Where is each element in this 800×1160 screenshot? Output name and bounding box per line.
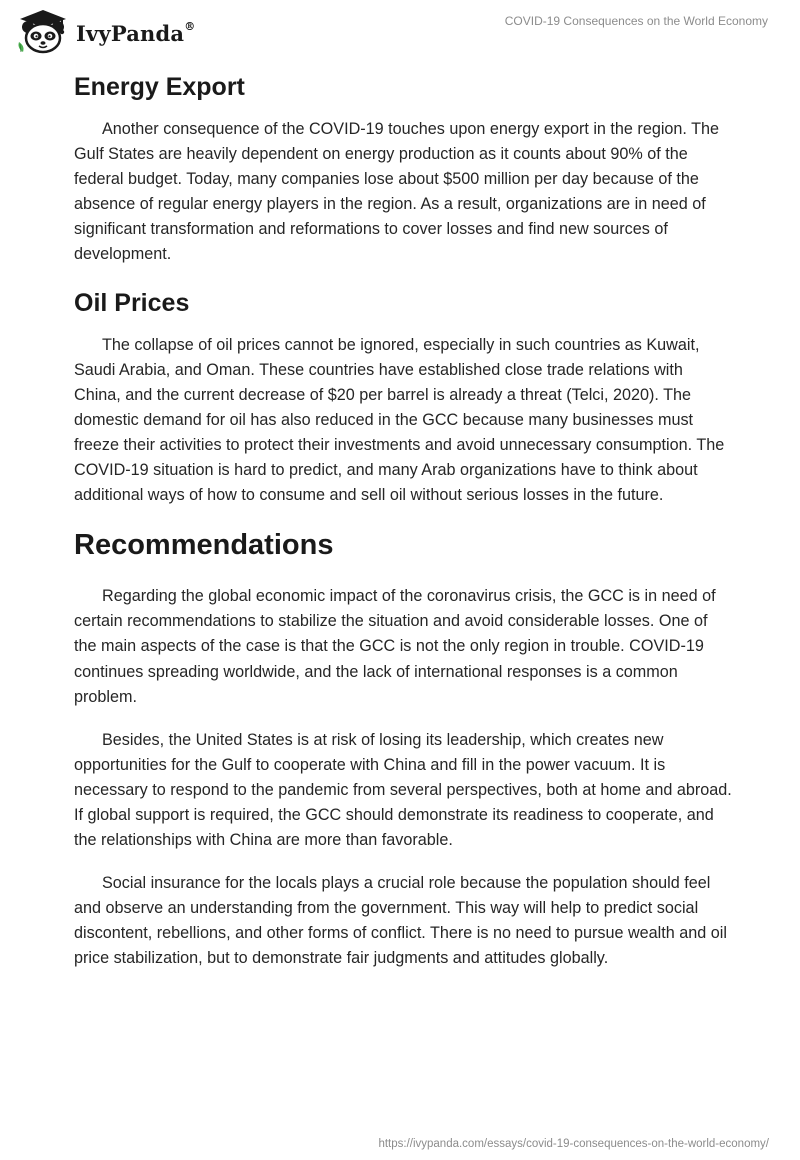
section-heading-energy-export: Energy Export <box>74 73 245 101</box>
section-heading-oil-prices: Oil Prices <box>74 288 190 317</box>
paragraph: Regarding the global economic impact of the coronavirus crisis, the GCC is in need of certain recommendations to stabilize the situation and avoid considerable losses. One of the main aspects of the case is that the GCC is not the only region in trouble. COVID-19 continues spreading worldwide, and the lack of international responses is a common problem. <box>74 587 716 706</box>
paragraph: Besides, the United States is at risk of losing its leadership, which creates new opportunities for the Gulf to cooperate with China and fill in the power vacuum. It is necessary to respond to the pandemic from several perspectives, both at home and abroad. If global support is required, the GCC should demonstrate its readiness to cooperate, and the relationships with China are more than favorable. <box>74 730 732 850</box>
source-url-link[interactable]: https://ivypanda.com/essays/covid-19-consequences-on-the-world-economy/ <box>378 1138 769 1150</box>
panda-graduate-icon <box>16 8 70 54</box>
section-heading-recommendations: Recommendations <box>74 529 334 562</box>
document-title: COVID-19 Consequences on the World Economy <box>504 14 768 28</box>
paragraph: Social insurance for the locals plays a crucial role because the population should feel and observe an understanding from the government. This way will help to predict social discontent, rebellions, and other forms of conflict. There is no need to pursue wealth and oil price stabilization, but to demonstrate fair judgments and attitudes globally. <box>74 874 727 968</box>
page-header <box>0 0 800 60</box>
ivypanda-logo[interactable] <box>16 8 195 54</box>
logo-text: IvyPanda® <box>76 19 196 46</box>
paragraph: Another consequence of the COVID-19 touches upon energy export in the region. The Gulf States are heavily dependent on energy production as it counts about 90% of the federal budget. Today, many companies lose about $500 million per day because of the absence of regular energy players in the region. As a result, organizations are in need of significant transformation and reformations to cover losses and find new sources of development. <box>74 120 720 264</box>
paragraph: The collapse of oil prices cannot be ignored, especially in such countries as Kuwait, Saudi Arabia, and Oman. These countries have established close trade relations with China, and the current decrease of $20 per barrel is already a threat (Telci, 2020). The domestic demand for oil has also reduced in the GCC because many businesses must freeze their activities to protect their investments and avoid unnecessary consumption. The COVID-19 situation is hard to predict, and many Arab organizations have to think about additional ways of how to consume and sell oil without serious losses in the future. <box>74 335 725 505</box>
article-body <box>74 70 734 990</box>
